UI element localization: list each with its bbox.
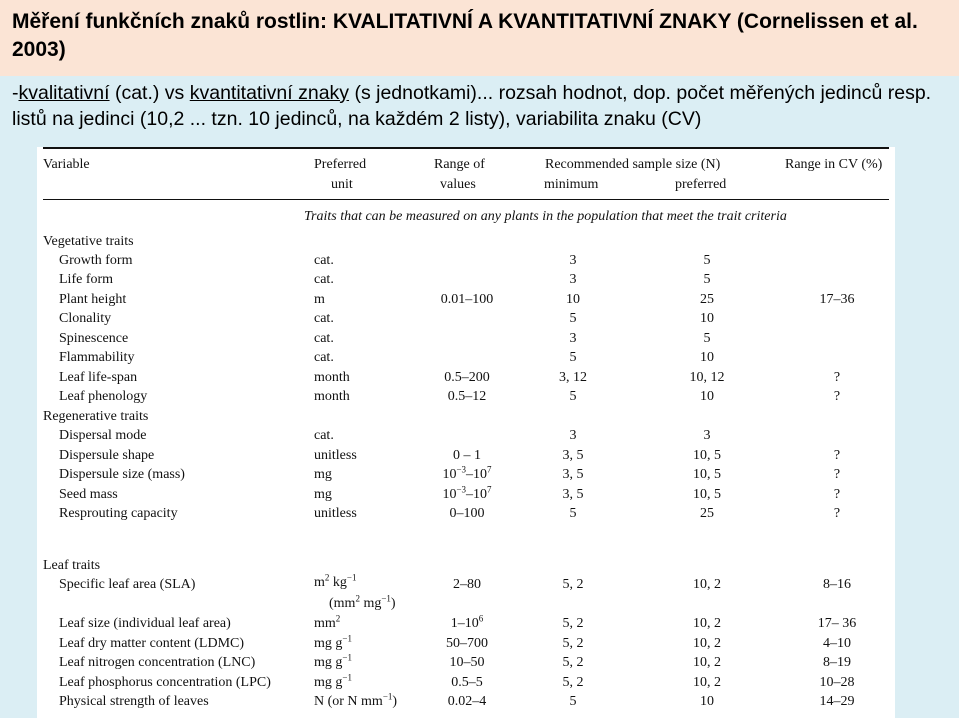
row-cv: 17–36 [819, 292, 855, 307]
row-range: 50–700 [446, 636, 488, 651]
header-sample: Recommended sample size (N) [545, 157, 721, 172]
row-min: 3, 5 [562, 487, 584, 502]
row-unit-alt: ($mm^2$ $mg^{-1}$) [329, 593, 396, 611]
row-pref: 10, 2 [693, 655, 721, 670]
row-unit: cat. [314, 350, 334, 365]
row-name: Dispersal mode [59, 428, 147, 443]
subtitle-dash: - [12, 82, 19, 104]
row-name: Resprouting capacity [59, 506, 178, 521]
row-unit: month [314, 389, 350, 404]
row-range: 0–100 [449, 506, 485, 521]
header-sample-pref: preferred [675, 177, 727, 192]
header-variable: Variable [43, 157, 90, 172]
header-unit-1: Preferred [314, 157, 367, 172]
row-cv: ? [833, 370, 841, 385]
row-min: 5, 2 [562, 655, 584, 670]
row-pref: 10, 2 [693, 636, 721, 651]
row-min: 5 [569, 694, 577, 709]
row-unit: cat. [314, 253, 334, 268]
row-unit: $mm^2$ [314, 613, 341, 631]
row-cv: ? [833, 467, 841, 482]
row-name: Life form [59, 272, 114, 287]
row-unit: cat. [314, 272, 334, 287]
subtitle-qualitative: kvalitativní [18, 82, 110, 104]
row-unit: m [314, 292, 325, 307]
row-min: 5 [569, 389, 577, 404]
row-min: 3, 5 [562, 467, 584, 482]
row-pref: 25 [700, 292, 714, 307]
row-min: 5 [569, 350, 577, 365]
row-name: Specific leaf area (SLA) [59, 577, 196, 592]
row-pref: 3 [703, 428, 711, 443]
row-unit: cat. [314, 428, 334, 443]
row-cv: 17– 36 [817, 616, 857, 631]
row-unit: mg [314, 487, 332, 502]
header-cv: Range in CV (%) [785, 157, 883, 172]
traits-table [37, 147, 895, 718]
row-pref: 10 [700, 311, 714, 326]
row-pref: 10 [700, 389, 714, 404]
row-pref: 10 [700, 694, 714, 709]
table-caption: Traits that can be measured on any plants in the population that meet the trait criteria [304, 209, 787, 224]
section-regenerative: Regenerative traits [43, 409, 149, 424]
row-unit: N (or N $mm^{-1}$) [314, 691, 398, 709]
row-cv: 4–10 [823, 636, 851, 651]
row-name: Physical strength of leaves [59, 694, 209, 709]
row-unit: cat. [314, 311, 334, 326]
row-min: 5, 2 [562, 675, 584, 690]
row-cv: 14–29 [819, 694, 855, 709]
section-leaf: Leaf traits [43, 558, 101, 573]
row-name: Flammability [59, 350, 135, 365]
row-range: 0.01–100 [440, 292, 494, 307]
row-min: 3 [569, 428, 577, 443]
row-name: Leaf phosphorus concentration (LPC) [59, 675, 271, 690]
header-range-2: values [440, 177, 476, 192]
row-pref: 25 [700, 506, 714, 521]
row-unit: unitless [314, 448, 357, 463]
row-min: 3 [569, 331, 577, 346]
row-cv: ? [833, 389, 841, 404]
row-pref: 10, 5 [693, 467, 721, 482]
row-range: $1-10^6$ [450, 613, 484, 631]
row-name: Leaf life-span [59, 370, 138, 385]
row-unit: mg $g^{-1}$ [314, 652, 352, 670]
table-header-rule [43, 199, 889, 200]
row-pref: 10, 2 [693, 577, 721, 592]
row-min: 5, 2 [562, 577, 584, 592]
row-name: Leaf nitrogen concentration (LNC) [59, 655, 256, 670]
row-unit: cat. [314, 331, 334, 346]
title-bar [0, 0, 959, 76]
row-cv: ? [833, 506, 841, 521]
header-sample-min: minimum [544, 177, 599, 192]
row-min: 5, 2 [562, 636, 584, 651]
row-cv: ? [833, 448, 841, 463]
header-unit-2: unit [331, 177, 353, 192]
subtitle-quantitative: kvantitativní znaky [189, 82, 350, 104]
row-range: $10^{-3}-10^7$ [442, 484, 492, 502]
row-range: 0.02–4 [447, 694, 487, 709]
slide-title: Měření funkčních znaků rostlin: KVALITATIVNÍ A KVANTITATIVNÍ ZNAKY (Cornelissen et al. 2003) [12, 10, 918, 61]
row-name: Growth form [59, 253, 133, 268]
row-name: Dispersule size (mass) [59, 467, 185, 482]
row-pref: 10, 2 [693, 675, 721, 690]
row-min: 5 [569, 311, 577, 326]
row-cv: 10–28 [819, 675, 855, 690]
row-range: $10^{-3}-10^7$ [442, 464, 492, 482]
row-name: Leaf dry matter content (LDMC) [59, 636, 245, 651]
row-pref: 10, 5 [693, 487, 721, 502]
row-pref: 10, 5 [693, 448, 721, 463]
row-range: 0.5–5 [451, 675, 483, 690]
row-name: Leaf size (individual leaf area) [59, 616, 231, 631]
row-unit: $m^2$ $kg^{-1}$ [314, 572, 357, 590]
row-cv: ? [833, 487, 841, 502]
row-unit: mg $g^{-1}$ [314, 672, 352, 690]
row-range: 10–50 [449, 655, 485, 670]
row-cv: 8–19 [823, 655, 851, 670]
row-min: 3, 5 [562, 448, 584, 463]
row-unit: month [314, 370, 350, 385]
row-name: Leaf phenology [59, 389, 148, 404]
row-range: 0.5–200 [444, 370, 490, 385]
row-name: Plant height [59, 292, 127, 307]
row-range: 2–80 [453, 577, 481, 592]
row-min: 5 [569, 506, 577, 521]
row-pref: 10, 12 [689, 370, 725, 385]
row-min: 5, 2 [562, 616, 584, 631]
slide-subtitle [12, 80, 947, 132]
row-pref: 10 [700, 350, 714, 365]
row-pref: 5 [703, 331, 711, 346]
row-cv: 8–16 [823, 577, 851, 592]
table-top-rule [43, 147, 889, 149]
row-min: 10 [566, 292, 580, 307]
row-min: 3, 12 [559, 370, 587, 385]
row-range: 0.5–12 [447, 389, 487, 404]
subtitle-mid: (cat.) vs [109, 82, 190, 104]
row-unit: unitless [314, 506, 357, 521]
row-name: Seed mass [59, 487, 118, 502]
row-pref: 10, 2 [693, 616, 721, 631]
section-vegetative: Vegetative traits [43, 234, 134, 249]
subtitle-rest: (s jednotkami)... rozsah hodnot, dop. počet měřených jedinců resp. listů na jedinci (10,2 ... tzn. 10 jedinců, na každém 2 listy), variabilita znaku (CV) [12, 82, 932, 130]
row-pref: 5 [703, 272, 711, 287]
row-min: 3 [569, 272, 577, 287]
row-name: Spinescence [59, 331, 129, 346]
row-name: Clonality [59, 311, 112, 326]
row-min: 3 [569, 253, 577, 268]
row-pref: 5 [703, 253, 711, 268]
row-range: 0 – 1 [453, 448, 481, 463]
row-unit: mg [314, 467, 332, 482]
row-unit: mg $g^{-1}$ [314, 633, 352, 651]
header-range-1: Range of [434, 157, 485, 172]
row-name: Dispersule shape [59, 448, 155, 463]
